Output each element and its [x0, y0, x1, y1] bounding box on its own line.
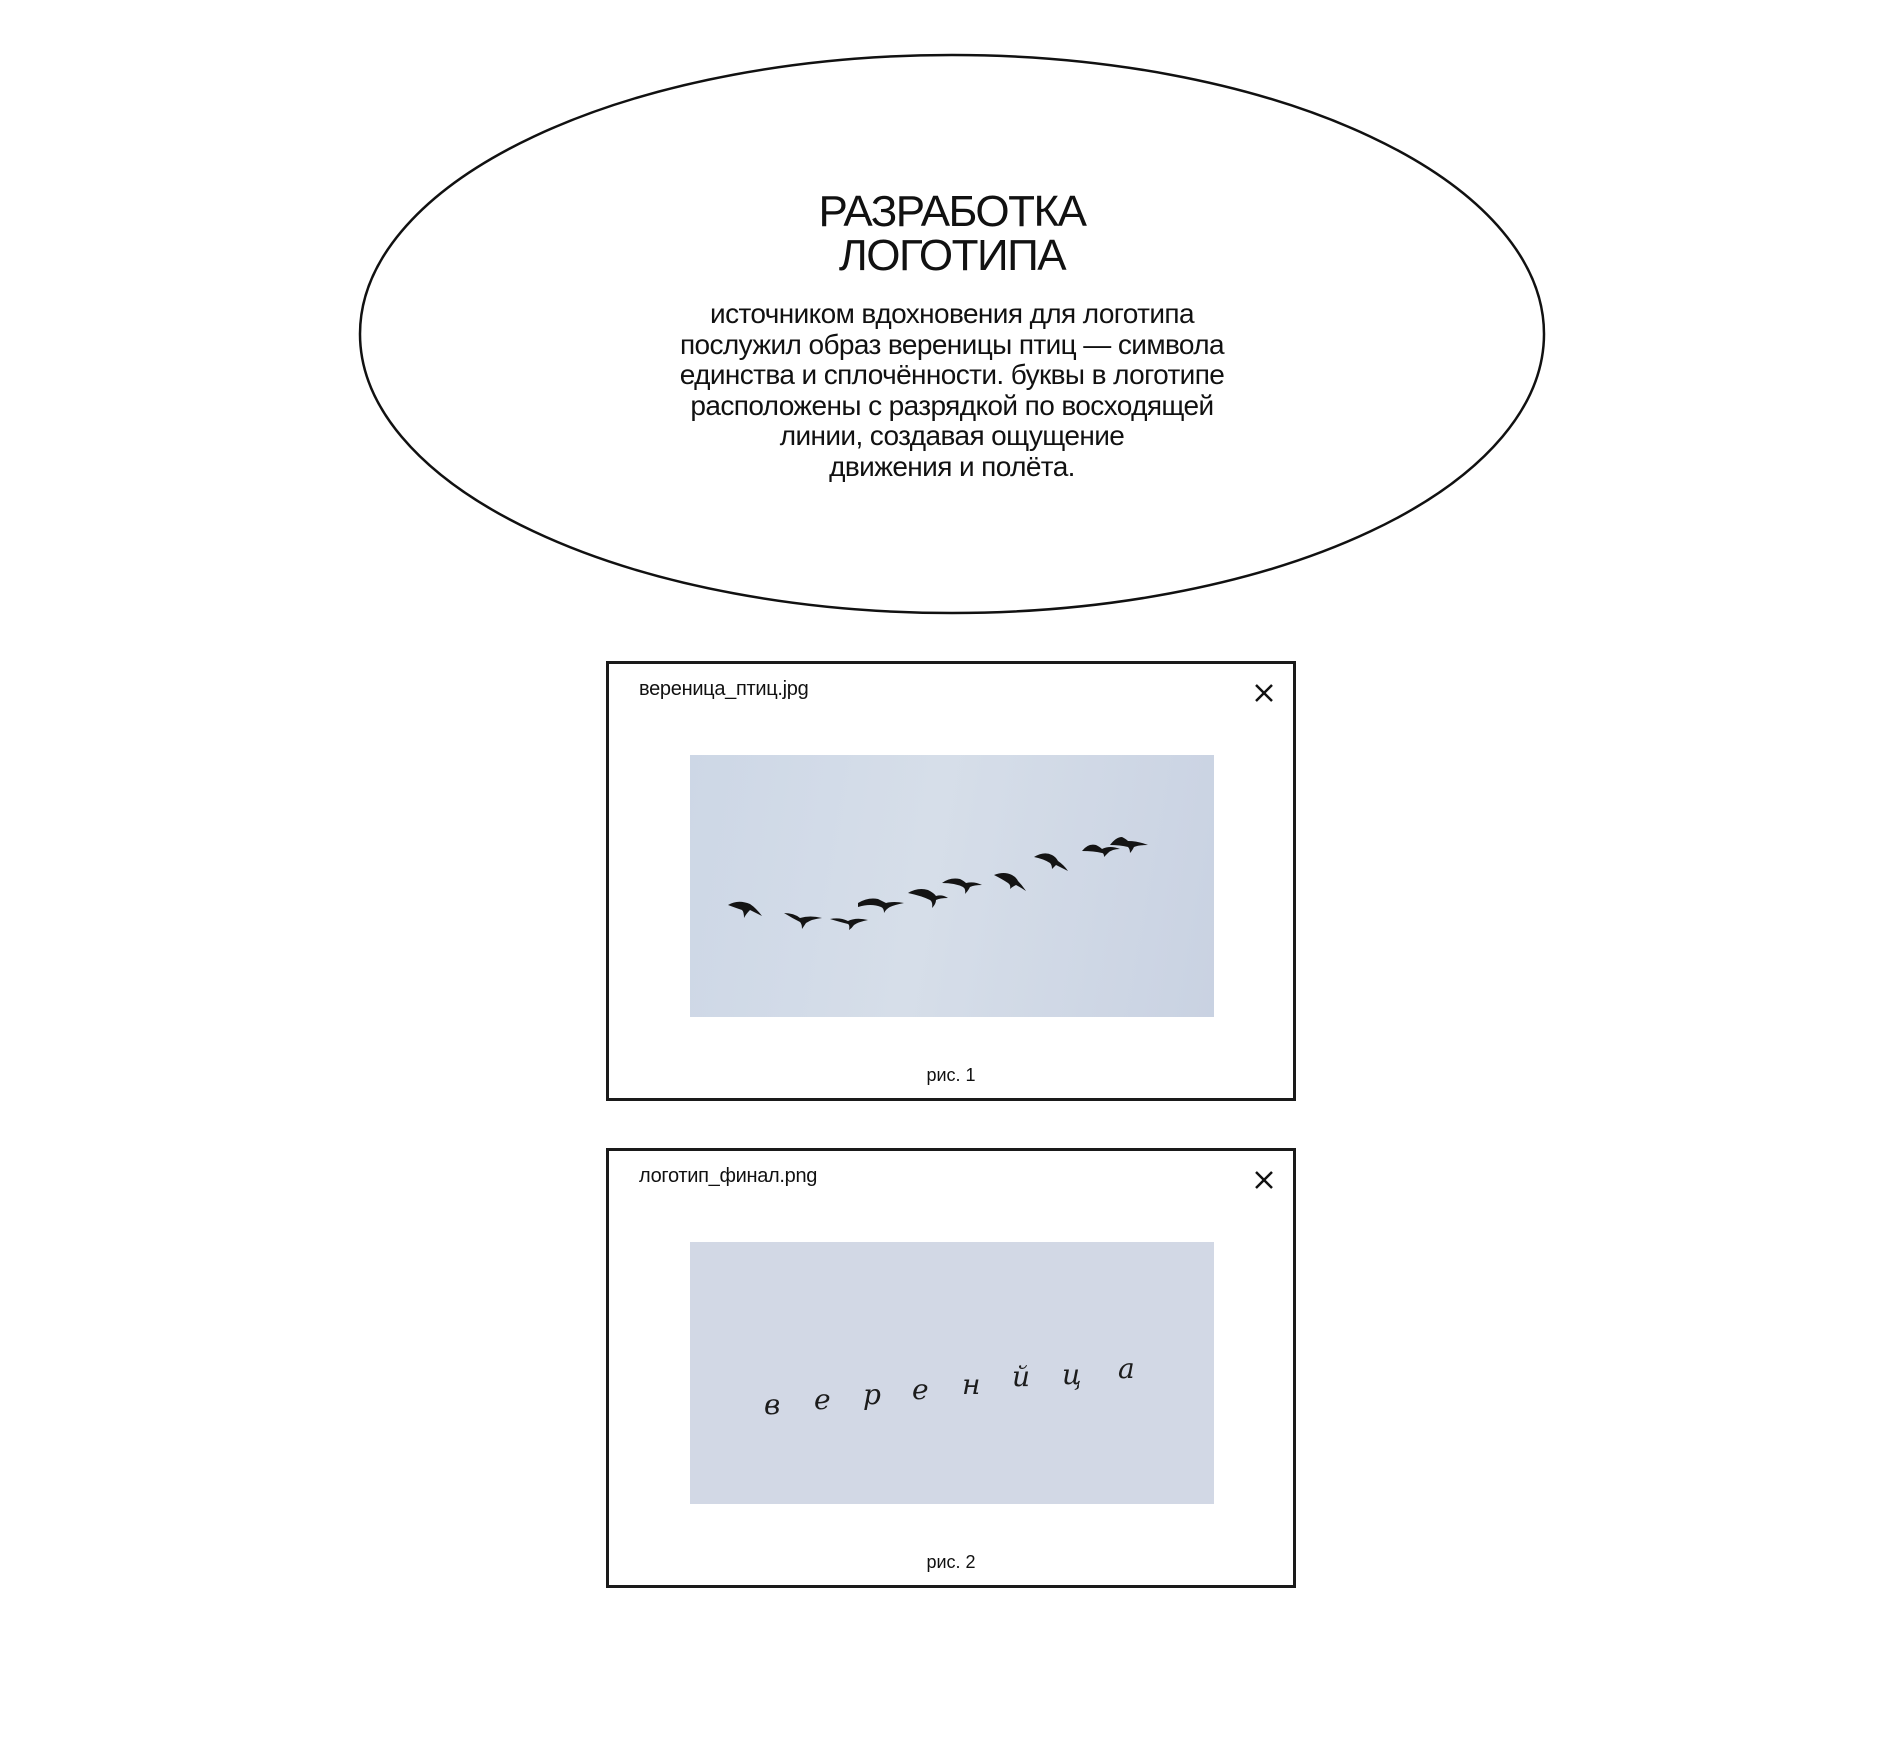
bird: [1110, 837, 1148, 853]
bird: [1082, 845, 1120, 857]
bird-flock-photo: [690, 755, 1214, 1017]
description-line-4: расположены с разрядкой по восходящей: [690, 389, 1214, 421]
logo-letter: е: [912, 1373, 929, 1406]
bird: [1034, 853, 1068, 871]
bird: [942, 879, 982, 895]
page-title: [358, 187, 1546, 280]
image-window-flock: [606, 661, 1296, 1101]
window-title: логотип_финал.png: [639, 1165, 818, 1187]
description-line-5: линии, создавая ощущение: [779, 420, 1125, 451]
figure-caption: рис. 1: [926, 1065, 976, 1085]
bird: [908, 889, 948, 908]
description-line-1: источником вдохновения для логотипа: [710, 298, 1194, 329]
bird: [994, 873, 1026, 891]
logo-letter: ц: [1062, 1358, 1082, 1391]
bird-flock-illustration: [690, 755, 1214, 1017]
logo-letter: е: [814, 1383, 831, 1416]
bird: [784, 913, 822, 929]
description-line-3: единства и сплочённости. буквы в логотипе: [679, 359, 1225, 390]
logo-letter: р: [863, 1378, 881, 1411]
bird: [858, 899, 904, 914]
window-title: вереница_птиц.jpg: [639, 678, 809, 700]
description-line-2: послужил образ вереницы птиц — символа: [680, 328, 1224, 360]
description: [358, 299, 1546, 482]
logo-preview: [690, 1242, 1214, 1504]
close-icon[interactable]: [1247, 676, 1281, 710]
title-line-2: ЛОГОТИПА: [838, 231, 1066, 280]
logo-letter: н: [962, 1368, 981, 1401]
logo-letter: й: [1012, 1360, 1031, 1393]
bird: [728, 902, 762, 918]
bird: [830, 918, 868, 930]
logo-letter: в: [764, 1388, 781, 1421]
description-line-6: движения и полёта.: [829, 450, 1075, 482]
image-window-logo: [606, 1148, 1296, 1588]
hero-section: [358, 53, 1546, 615]
figure-caption: рис. 2: [926, 1552, 976, 1572]
title-line-1: РАЗРАБОТКА: [818, 187, 1086, 236]
logo-letter: а: [1118, 1352, 1135, 1385]
close-icon[interactable]: [1247, 1163, 1281, 1197]
